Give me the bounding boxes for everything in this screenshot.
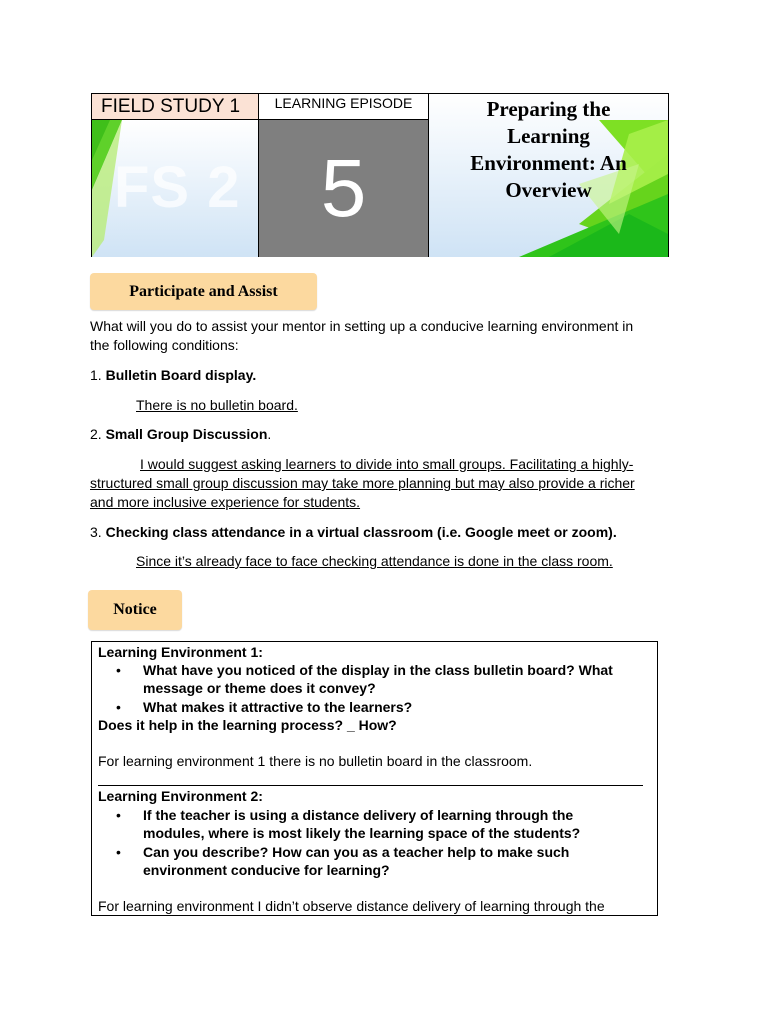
title-line: Overview	[505, 178, 592, 202]
env1-answer: For learning environment 1 there is no bulletin board in the classroom.	[98, 753, 533, 769]
bullet-icon: •	[116, 844, 121, 860]
learning-episode-label: LEARNING EPISODE	[259, 94, 429, 120]
episode-number: 5	[259, 120, 429, 257]
env1-bullet-line: message or theme does it convey?	[143, 680, 376, 696]
item-2-answer-line: and more inclusive experience for students.	[90, 494, 361, 510]
item-title: Checking class attendance in a virtual classroom (i.e. Google meet or zoom).	[105, 524, 617, 540]
fs2-watermark: FS 2	[114, 155, 241, 220]
env1-bullet-line: What makes it attractive to the learners?	[143, 699, 413, 715]
header-table	[91, 93, 669, 257]
intro-text-line: the following conditions:	[90, 337, 239, 353]
item-1-answer: There is no bulletin board.	[136, 397, 298, 413]
title-line: Environment: An	[470, 151, 627, 175]
env2-title: Learning Environment 2:	[98, 788, 263, 804]
item-3-answer: Since it’s already face to face checking attendance is done in the class room.	[136, 553, 613, 569]
item-title: Small Group Discussion	[105, 426, 268, 442]
env2-answer: For learning environment I didn’t observe distance delivery of learning through the	[98, 898, 605, 914]
item-number: 1.	[90, 367, 102, 383]
item-2-answer-line: I would suggest asking learners to divide into small groups. Facilitating a highly-	[140, 456, 634, 472]
notice-box	[91, 641, 658, 916]
bullet-icon: •	[116, 807, 121, 823]
answer-rule	[98, 785, 643, 786]
fs-banner	[92, 120, 259, 257]
item-3-heading	[90, 523, 617, 542]
env2-bullet-line: Can you describe? How can you as a teacher help to make such	[143, 844, 570, 860]
item-2-answer-line: structured small group discussion may take more planning but may also provide a richer	[90, 475, 635, 491]
env2-bullet-line: environment conducive for learning?	[143, 862, 390, 878]
title-cell	[429, 94, 668, 257]
episode-title	[429, 96, 668, 204]
env1-question: Does it help in the learning process? _ How?	[98, 717, 397, 733]
intro-text-line: What will you do to assist your mentor in setting up a conducive learning environment in	[90, 318, 634, 334]
env2-bullet-line: If the teacher is using a distance delivery of learning through the	[143, 807, 574, 823]
notice-heading: Notice	[88, 590, 182, 630]
bullet-icon: •	[116, 662, 121, 678]
field-study-label: FIELD STUDY 1	[92, 94, 259, 120]
item-title: Bulletin Board display.	[105, 367, 257, 383]
env1-title: Learning Environment 1:	[98, 644, 263, 660]
item-number: 3.	[90, 524, 102, 540]
participate-heading: Participate and Assist	[90, 273, 317, 310]
env2-bullet-line: modules, where is most likely the learning space of the students?	[143, 825, 581, 841]
item-number: 2.	[90, 426, 102, 442]
item-1-heading	[90, 366, 256, 385]
env1-bullet-line: What have you noticed of the display in the class bulletin board? What	[143, 662, 613, 678]
item-suffix: .	[267, 426, 272, 442]
title-line: Learning	[507, 124, 590, 148]
bullet-icon: •	[116, 699, 121, 715]
title-line: Preparing the	[486, 97, 611, 121]
item-2-heading	[90, 425, 271, 444]
